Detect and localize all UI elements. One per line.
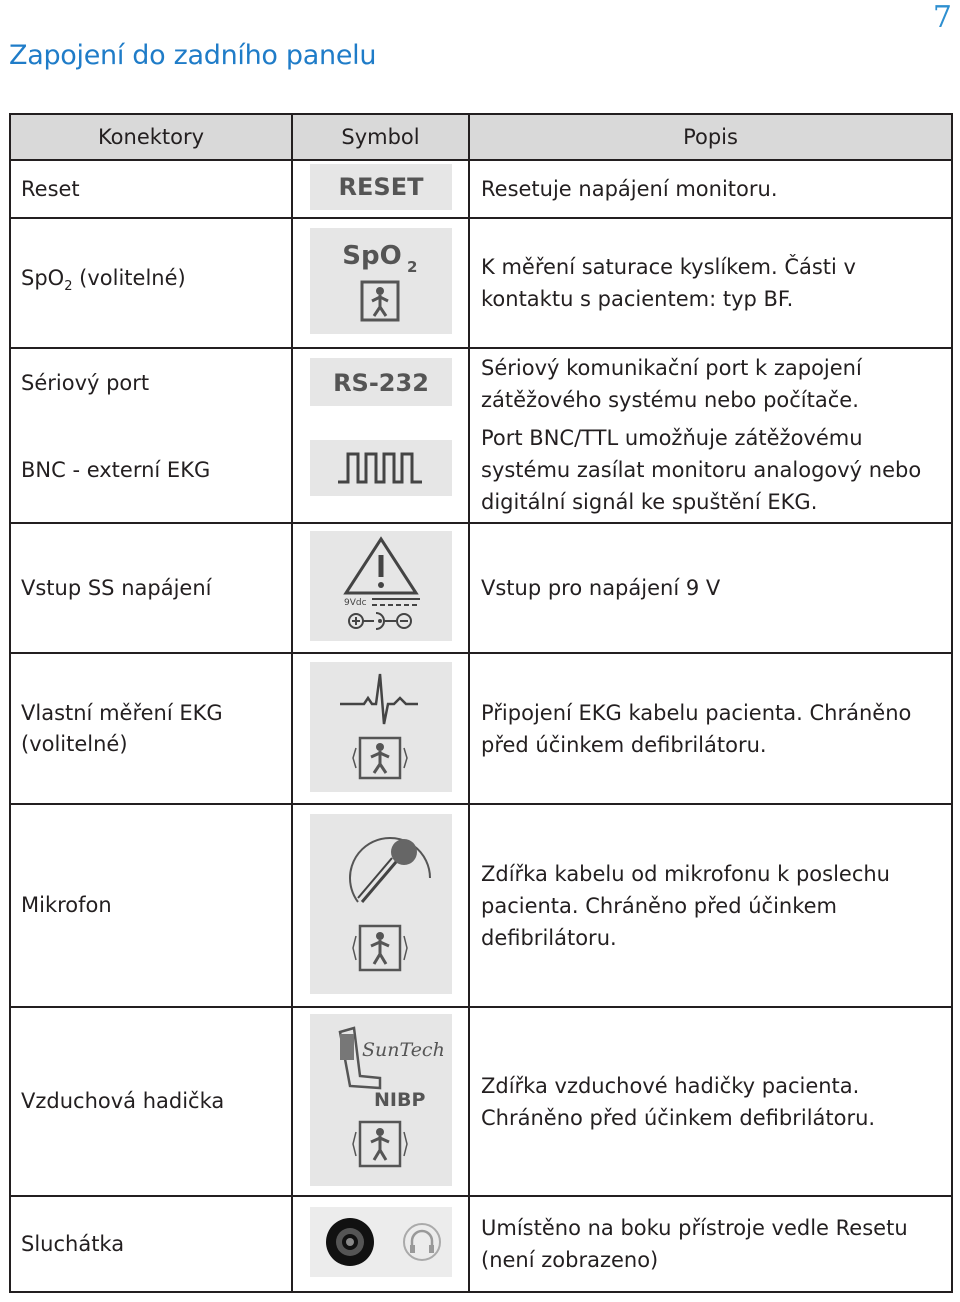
- pulse-train-icon: [310, 440, 452, 496]
- svg-text:RS-232: RS-232: [332, 368, 429, 397]
- connector-description: Zdířka vzduchové hadičky pacienta. Chráněno před účinkem defibrilátoru.: [469, 1007, 952, 1196]
- symbol-cell: [292, 523, 469, 653]
- reset-symbol-icon: [310, 164, 452, 210]
- table-row-microphone: [10, 804, 952, 1007]
- headphones-symbol-icon: [310, 1207, 452, 1277]
- connector-name: Vstup SS napájení: [10, 523, 292, 653]
- svg-text:NIBP: NIBP: [373, 1088, 425, 1111]
- connector-name: Sluchátka: [10, 1196, 292, 1292]
- symbol-cell: [292, 653, 469, 804]
- nibp-symbol-icon: [310, 1014, 452, 1186]
- table-row-serial: [10, 348, 952, 418]
- warning-dc-symbol-icon: [310, 531, 452, 641]
- header-description: Popis: [469, 114, 952, 160]
- connector-name: Sériový port: [10, 348, 292, 418]
- symbol-cell: [292, 218, 469, 348]
- header-connectors: Konektory: [10, 114, 292, 160]
- connector-name: Mikrofon: [10, 804, 292, 1007]
- page-number: 7: [932, 0, 952, 35]
- symbol-cell: [292, 804, 469, 1007]
- symbol-cell: [292, 1196, 469, 1292]
- table-header-row: [10, 114, 952, 160]
- table-row-bnc: [10, 418, 952, 523]
- connector-name: Reset: [10, 160, 292, 218]
- table-row-dc-input: [10, 523, 952, 653]
- connector-description: Umístěno na boku přístroje vedle Resetu (není zobrazeno): [469, 1196, 952, 1292]
- symbol-cell: [292, 160, 469, 218]
- symbol-cell: [292, 348, 469, 418]
- symbol-cell: [292, 1007, 469, 1196]
- svg-text:9Vdc: 9Vdc: [343, 598, 367, 608]
- svg-text:SunTech: SunTech: [361, 1038, 445, 1061]
- table-row-reset: [10, 160, 952, 218]
- connector-description: Vstup pro napájení 9 V: [469, 523, 952, 653]
- ecg-symbol-icon: [310, 662, 452, 792]
- connector-name: Vlastní měření EKG (volitelné): [10, 653, 292, 804]
- svg-text:SpO: SpO: [341, 241, 402, 271]
- connector-description: Sériový komunikační port k zapojení zátěžového systému nebo počítače.: [469, 348, 952, 418]
- rs232-symbol-icon: [310, 358, 452, 406]
- reset-symbol-text: RESET: [338, 173, 423, 201]
- connectors-table: [9, 113, 953, 1293]
- table-row-air-hose: [10, 1007, 952, 1196]
- connector-description: Připojení EKG kabelu pacienta. Chráněno před účinkem defibrilátoru.: [469, 653, 952, 804]
- connector-name: SpO$_2$ (volitelné): [10, 218, 292, 348]
- svg-text:2: 2: [406, 258, 417, 276]
- microphone-symbol-icon: [310, 814, 452, 994]
- spo2-symbol-icon: [310, 228, 452, 334]
- connector-description: Port BNC/TTL umožňuje zátěžovému systému zasílat monitoru analogový nebo digitální signál ke spuštění EKG.: [469, 418, 952, 523]
- connector-description: Resetuje napájení monitoru.: [469, 160, 952, 218]
- table-row-headphones: [10, 1196, 952, 1292]
- connector-description: K měření saturace kyslíkem. Části v kontaktu s pacientem: typ BF.: [469, 218, 952, 348]
- symbol-cell: [292, 418, 469, 523]
- connector-name: BNC - externí EKG: [10, 418, 292, 523]
- table-row-spo2: [10, 218, 952, 348]
- connector-description: Zdířka kabelu od mikrofonu k poslechu pacienta. Chráněno před účinkem defibrilátoru.: [469, 804, 952, 1007]
- header-symbol: Symbol: [292, 114, 469, 160]
- connector-name: Vzduchová hadička: [10, 1007, 292, 1196]
- table-row-ecg: [10, 653, 952, 804]
- page-title: Zapojení do zadního panelu: [9, 40, 377, 71]
